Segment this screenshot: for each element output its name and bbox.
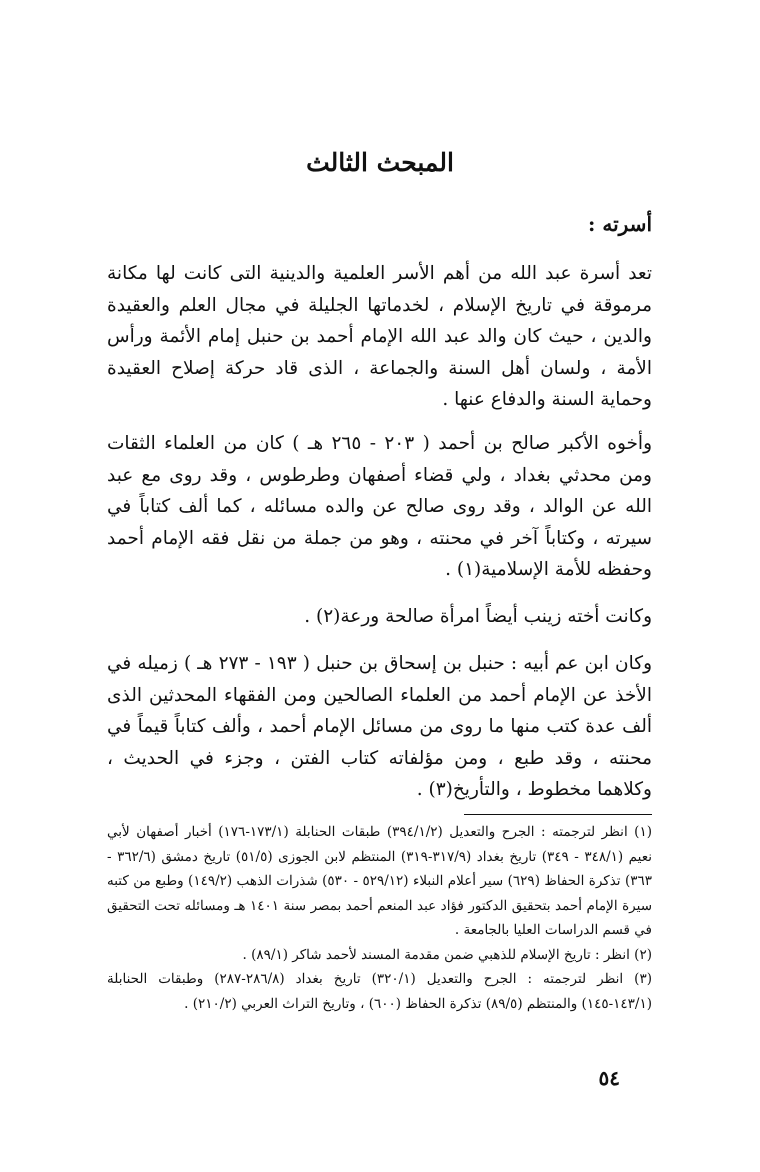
page-number: ٥٤ [598, 1066, 620, 1090]
footnote-divider [464, 814, 652, 815]
footnotes [107, 820, 652, 1016]
footnote-1: (١) انظر لترجمته : الجرح والتعديل (٣٩٤/١/٢) طبقات الحنابلة (١٧٣/١-١٧٦) أخبار أصفهان لأبي نعيم (٣٤٨/١ - ٣٤٩) تاريخ بغداد (٣١٧/٩-٣١٩) المنتظم لابن الجوزى (٥١/٥) تاريخ دمشق (٣٦٢/٦ - ٣٦٣) تذكرة الحفاظ (٦٢٩) سير أعلام النبلاء (٥٢٩/١٢ - ٥٣٠) شذرات الذهب (١٤٩/٢) وطبع من كتبه سيرة الإمام أحمد بتحقيق الدكتور فؤاد عبد المنعم أحمد بمصر سنة ١٤٠١ هـ ومسائله تحت التحقيق في قسم الدراسات العليا بالجامعة . [107, 824, 653, 938]
footnote-2: (٢) انظر : تاريخ الإسلام للذهبي ضمن مقدمة المسند لأحمد شاكر (٨٩/١) . [242, 946, 652, 963]
paragraph-family: تعد أسرة عبد الله من أهم الأسر العلمية والدينية التى كانت لها مكانة مرموقة في تاريخ الإسلام ، لخدماتها الجليلة في مجال العلم والعقيدة والدين ، حيث كان والد عبد الله الإمام أحمد بن حنبل إمام الأئمة ورأس الأمة ، ولسان أهل السنة والجماعة ، الذى قاد حركة إصلاح العقيدة وحماية السنة والدفاع عنها . [107, 263, 652, 410]
paragraph-sister-zaynab: وكانت أخته زينب أيضاً امرأة صالحة ورعة(٢) . [304, 606, 652, 627]
paragraph-brother-salih: وأخوه الأكبر صالح بن أحمد ( ٢٠٣ - ٢٦٥ هـ ) كان من العلماء الثقات ومن محدثي بغداد ، ولي قضاء أصفهان وطرطوس ، وقد روى مع عبد الله عن الوالد ، وقد روى صالح عن والده مسائله ، كما ألف كتاباً في سيرته ، وكتاباً آخر في محنته ، وهو من جملة من نقل فقه الإمام أحمد وحفظه للأمة الإسلامية(١) . [107, 433, 653, 580]
paragraph-hanbal-ibn-ishaq: وكان ابن عم أبيه : حنبل بن إسحاق بن حنبل ( ١٩٣ - ٢٧٣ هـ ) زميله في الأخذ عن الإمام أحمد من العلماء الصالحين ومن الفقهاء المحدثين الذى ألف عدة كتب منها ما روى من مسائل الإمام أحمد ، وألف كتاباً قيماً في محنته ، وقد طبع ، ومن مؤلفاته كتاب الفتن ، وجزء في الحديث ، وكلاهما مخطوط ، والتأريخ(٣) . [107, 653, 653, 800]
footnote-3: (٣) انظر لترجمته : الجرح والتعديل (٣٢٠/١) تاريخ بغداد (٢٨٦/٨-٢٨٧) وطبقات الحنابلة (١٤٣/١-١٤٥) والمنتظم (٨٩/٥) تذكرة الحفاظ (٦٠٠) ، وتاريخ التراث العربي (٢١٠/٢) . [107, 971, 652, 1012]
subheading: أسرته : [588, 212, 652, 236]
section-title: المبحث الثالث [306, 148, 454, 177]
